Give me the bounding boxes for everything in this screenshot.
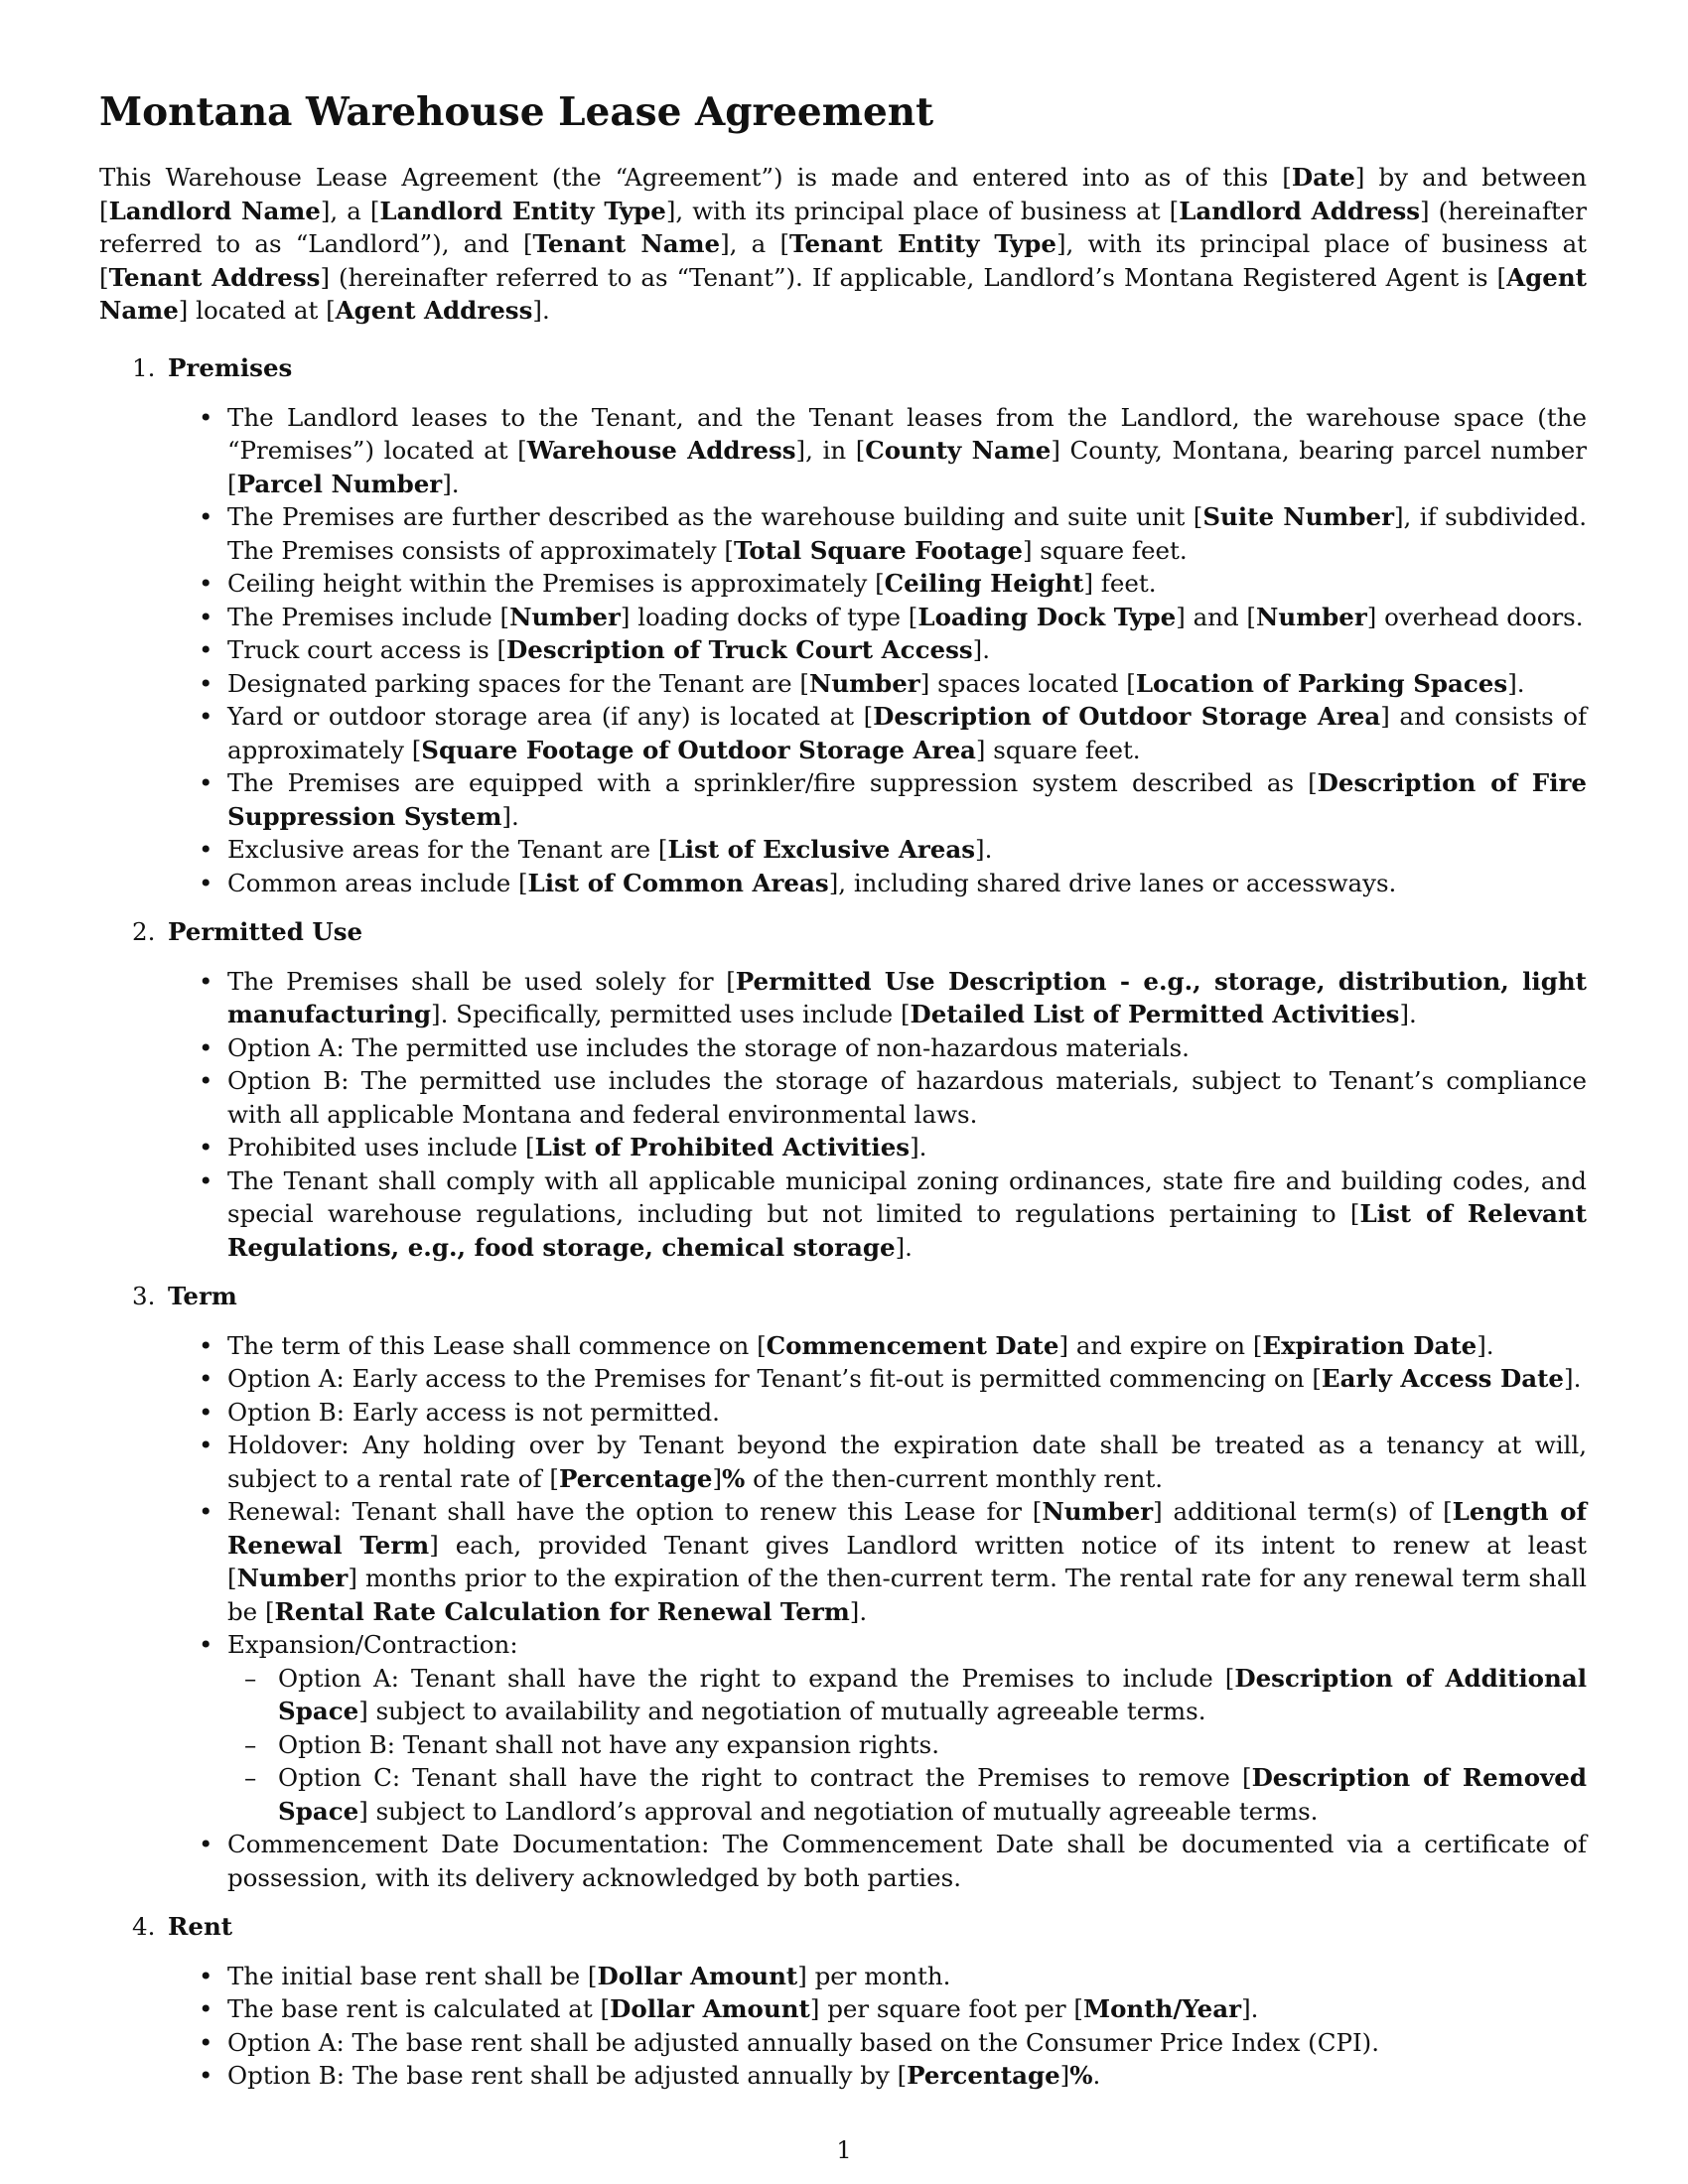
text-run: ] subject to availability and negotiation of mutually agreeable terms.: [358, 1697, 1206, 1725]
placeholder-field: Landlord Entity Type: [379, 196, 666, 225]
section-1: [99, 351, 1587, 899]
bullet-item: [227, 567, 1587, 601]
text-run: Designated parking spaces for the Tenant are [: [227, 668, 809, 698]
bullet-item: [227, 1992, 1587, 2026]
text-run: ] additional term(s) of [: [1153, 1497, 1453, 1526]
section-heading: [99, 1280, 1587, 1313]
placeholder-field: List of Relevant Regulations, e.g., food storage, chemical storage: [227, 1199, 1587, 1262]
placeholder-field: Number: [236, 1564, 349, 1592]
placeholder-field: Landlord Name: [108, 196, 321, 225]
placeholder-field: Warehouse Address: [526, 436, 796, 465]
placeholder-field: Description of Outdoor Storage Area: [873, 702, 1381, 731]
placeholder-field: County Name: [865, 436, 1052, 465]
placeholder-field: Permitted Use Description - e.g., storage, distribution, light manufacturing: [227, 966, 1588, 1028]
text-run: Option A: The base rent shall be adjusted annually based on the Consumer Price Index (CPI).: [227, 2027, 1379, 2057]
bullet-item: [227, 766, 1587, 833]
document-page: [99, 0, 1587, 2184]
text-run: ]. Specifically, permitted uses include [: [431, 1000, 911, 1028]
text-run: Option B: Tenant shall not have any expansion rights.: [278, 1729, 939, 1759]
text-run: Expansion/Contraction:: [227, 1630, 518, 1659]
section-number: 4.: [132, 1912, 156, 1941]
placeholder-field: Date: [1291, 163, 1355, 192]
placeholder-field: Dollar Amount: [610, 1994, 810, 2023]
text-run: Option B: The permitted use includes the storage of hazardous materials, subject to Tenant’s compliance with all applicable Montana and federal environmental laws.: [227, 1066, 1587, 1129]
placeholder-field: %: [1069, 2061, 1093, 2090]
intro-paragraph: [99, 161, 1587, 328]
bullet-item: [227, 1396, 1587, 1430]
text-run: ].: [442, 469, 460, 498]
placeholder-field: Parcel Number: [236, 469, 443, 498]
text-run: ], a [: [720, 229, 790, 258]
bullet-item: [227, 1329, 1587, 1363]
text-run: ].: [501, 801, 519, 831]
bullet-item: [227, 667, 1587, 701]
placeholder-field: List of Common Areas: [527, 868, 829, 897]
bullet-item: [227, 1031, 1587, 1065]
bullet-item: [227, 633, 1587, 667]
section-3: [99, 1280, 1587, 1894]
section-heading: [99, 1910, 1587, 1944]
bullet-item: [227, 833, 1587, 867]
text-run: Ceiling height within the Premises is approximately [: [227, 569, 885, 598]
bullet-item: [227, 601, 1587, 634]
placeholder-field: Number: [1255, 602, 1367, 631]
document-title: Montana Warehouse Lease Agreement: [99, 89, 934, 135]
placeholder-field: Month/Year: [1082, 1994, 1242, 2023]
bullet-item: [227, 1828, 1587, 1894]
text-run: Truck court access is [: [227, 635, 507, 664]
section-4: [99, 1910, 1587, 2093]
text-run: Holdover: Any holding over by Tenant beyond the expiration date shall be treated as a tenancy at will, subject to a rental rate of [: [227, 1431, 1587, 1493]
section-title: Permitted Use: [168, 917, 363, 946]
text-run: ].: [1507, 668, 1525, 698]
text-run: ], with its principal place of business at [: [665, 196, 1180, 225]
placeholder-field: Agent Name: [99, 262, 1587, 325]
section-list: [99, 351, 1587, 2093]
text-run: ].: [1399, 1000, 1417, 1028]
text-run: The Tenant shall comply with all applicable municipal zoning ordinances, state fire and building codes, and special warehouse regulations, including but not limited to regulations pertaining to [: [227, 1165, 1587, 1228]
text-run: The base rent is calculated at [: [227, 1994, 611, 2023]
text-run: ], if subdivided. The Premises consists of approximately [: [227, 502, 1587, 565]
bullet-list: [99, 1329, 1587, 1895]
text-run: ], a [: [320, 196, 380, 225]
text-run: Renewal: Tenant shall have the option to renew this Lease for [: [227, 1497, 1043, 1526]
placeholder-field: Landlord Address: [1179, 196, 1421, 225]
text-run: ].: [1241, 1994, 1259, 2023]
text-run: ].: [849, 1596, 868, 1626]
placeholder-field: Rental Rate Calculation for Renewal Term: [274, 1596, 850, 1626]
text-run: ].: [1564, 1364, 1582, 1393]
bullet-item: [227, 1164, 1587, 1265]
text-run: ] months prior to the expiration of the then-current term. The rental rate for any renewal term shall be [: [227, 1564, 1587, 1626]
placeholder-field: Description of Removed Space: [278, 1763, 1587, 1826]
sub-bullet-list: [227, 1662, 1587, 1829]
text-run: Yard or outdoor storage area (if any) is located at [: [227, 702, 874, 731]
text-run: of the then-current monthly rent.: [745, 1463, 1164, 1493]
text-run: ] each, provided Tenant gives Landlord written notice of its intent to renew at least [: [227, 1530, 1587, 1592]
text-run: ] square feet.: [975, 735, 1141, 764]
placeholder-field: Description of Truck Court Access: [506, 635, 973, 664]
placeholder-field: Percentage: [558, 1463, 713, 1493]
text-run: Option A: The permitted use includes the storage of non-hazardous materials.: [227, 1032, 1190, 1062]
section-number: 1.: [132, 353, 156, 382]
bullet-item: [227, 1362, 1587, 1396]
placeholder-field: Early Access Date: [1321, 1364, 1565, 1393]
placeholder-field: Commencement Date: [766, 1330, 1059, 1360]
bullet-item: [227, 1628, 1587, 1828]
text-run: ], in [: [795, 436, 866, 465]
text-run: ] spaces located [: [919, 668, 1136, 698]
section-2: [99, 915, 1587, 1264]
placeholder-field: Suite Number: [1202, 502, 1394, 531]
text-run: The Landlord leases to the Tenant, and the Tenant leases from the Landlord, the warehouse space (the “Premises”) located at [: [227, 402, 1587, 465]
bullet-list: [99, 965, 1587, 1265]
section-heading: [99, 351, 1587, 385]
placeholder-field: Tenant Entity Type: [789, 229, 1056, 258]
placeholder-field: %: [722, 1463, 746, 1493]
bullet-item: [227, 1495, 1587, 1628]
text-run: Common areas include [: [227, 868, 528, 897]
text-run: ] by and between [: [99, 163, 1587, 225]
bullet-item: [227, 1429, 1587, 1495]
text-run: Commencement Date Documentation: The Commencement Date shall be documented via a certificate of possession, with its delivery acknowledged by both parties.: [227, 1830, 1587, 1892]
text-run: ] County, Montana, bearing parcel number [: [227, 436, 1587, 498]
placeholder-field: Description of Fire Suppression System: [227, 768, 1587, 831]
text-run: The Premises are further described as the warehouse building and suite unit [: [227, 502, 1203, 531]
placeholder-field: Number: [1042, 1497, 1154, 1526]
placeholder-field: Percentage: [907, 2061, 1060, 2090]
text-run: ], with its principal place of business at [: [99, 229, 1588, 292]
text-run: The term of this Lease shall commence on [: [227, 1330, 767, 1360]
placeholder-field: Number: [808, 668, 920, 698]
text-run: ]: [1059, 2061, 1070, 2090]
text-run: ] feet.: [1083, 569, 1157, 598]
text-run: ].: [532, 296, 550, 325]
text-run: ].: [972, 635, 991, 664]
text-run: ], including shared drive lanes or accessways.: [828, 868, 1397, 897]
text-run: ] (hereinafter referred to as “Landlord”), and [: [99, 196, 1588, 258]
bullet-list: [99, 1960, 1587, 2093]
placeholder-field: Total Square Footage: [733, 535, 1023, 565]
placeholder-field: List of Prohibited Activities: [534, 1133, 911, 1161]
text-run: ]: [712, 1463, 723, 1493]
text-run: Option B: Early access is not permitted.: [227, 1397, 720, 1427]
text-run: Option B: The base rent shall be adjusted annually by [: [227, 2061, 908, 2090]
placeholder-field: Detailed List of Permitted Activities: [910, 1000, 1400, 1028]
text-run: ].: [910, 1133, 927, 1161]
text-run: .: [1092, 2061, 1101, 2090]
text-run: ] per square foot per [: [809, 1994, 1083, 2023]
section-title: Premises: [168, 353, 293, 382]
text-run: ] square feet.: [1022, 535, 1188, 565]
sub-bullet-item: [278, 1662, 1587, 1728]
placeholder-field: Expiration Date: [1262, 1330, 1477, 1360]
bullet-item: [227, 1064, 1587, 1131]
text-run: ] loading docks of type [: [620, 602, 918, 631]
bullet-item: [227, 500, 1587, 567]
text-run: ].: [975, 835, 993, 864]
bullet-item: [227, 2059, 1587, 2093]
text-run: The Premises shall be used solely for [: [227, 966, 736, 996]
section-title: Rent: [168, 1912, 233, 1941]
section-heading: [99, 915, 1587, 949]
text-run: This Warehouse Lease Agreement (the “Agreement”) is made and entered into as of this [: [99, 163, 1292, 192]
text-run: ] (hereinafter referred to as “Tenant”). If applicable, Landlord’s Montana Registered Agent is [: [320, 262, 1507, 292]
text-run: ] subject to Landlord’s approval and negotiation of mutually agreeable terms.: [358, 1796, 1319, 1826]
text-run: ] and expire on [: [1058, 1330, 1263, 1360]
text-run: ] and consists of approximately [: [227, 702, 1588, 764]
placeholder-field: Number: [509, 602, 621, 631]
placeholder-field: Tenant Name: [532, 229, 721, 258]
section-number: 3.: [132, 1282, 156, 1310]
text-run: ].: [895, 1232, 913, 1262]
bullet-item: [227, 965, 1587, 1031]
page-number: 1: [836, 2136, 852, 2164]
bullet-item: [227, 1960, 1587, 1993]
section-title: Term: [168, 1282, 237, 1310]
bullet-item: [227, 2026, 1587, 2060]
placeholder-field: Tenant Address: [108, 262, 321, 292]
bullet-item: [227, 401, 1587, 501]
sub-bullet-item: [278, 1761, 1587, 1828]
section-number: 2.: [132, 917, 156, 946]
text-run: ] overhead doors.: [1366, 602, 1584, 631]
placeholder-field: List of Exclusive Areas: [667, 835, 976, 864]
bullet-item: [227, 700, 1587, 766]
text-run: Prohibited uses include [: [227, 1133, 535, 1161]
text-run: ] located at [: [178, 296, 336, 325]
placeholder-field: Square Footage of Outdoor Storage Area: [421, 735, 976, 764]
text-run: Exclusive areas for the Tenant are [: [227, 835, 668, 864]
placeholder-field: Location of Parking Spaces: [1135, 668, 1508, 698]
text-run: ].: [1477, 1330, 1494, 1360]
sub-bullet-item: [278, 1728, 1587, 1762]
bullet-item: [227, 867, 1587, 900]
placeholder-field: Agent Address: [335, 296, 533, 325]
text-run: Option C: Tenant shall have the right to contract the Premises to remove [: [278, 1763, 1252, 1792]
placeholder-field: Dollar Amount: [597, 1961, 798, 1990]
text-run: The Premises include [: [227, 602, 510, 631]
placeholder-field: Loading Dock Type: [917, 602, 1177, 631]
text-run: Option A: Tenant shall have the right to expand the Premises to include [: [278, 1663, 1235, 1693]
text-run: The initial base rent shall be [: [227, 1961, 598, 1990]
text-run: The Premises are equipped with a sprinkler/fire suppression system described as [: [227, 768, 1318, 797]
placeholder-field: Description of Additional Space: [278, 1663, 1587, 1725]
text-run: Option A: Early access to the Premises for Tenant’s fit-out is permitted commencing on [: [227, 1364, 1322, 1393]
bullet-item: [227, 1131, 1587, 1164]
text-run: ] per month.: [797, 1961, 951, 1990]
bullet-list: [99, 401, 1587, 900]
text-run: ] and [: [1176, 602, 1256, 631]
placeholder-field: Length of Renewal Term: [227, 1497, 1587, 1560]
placeholder-field: Ceiling Height: [884, 569, 1084, 598]
